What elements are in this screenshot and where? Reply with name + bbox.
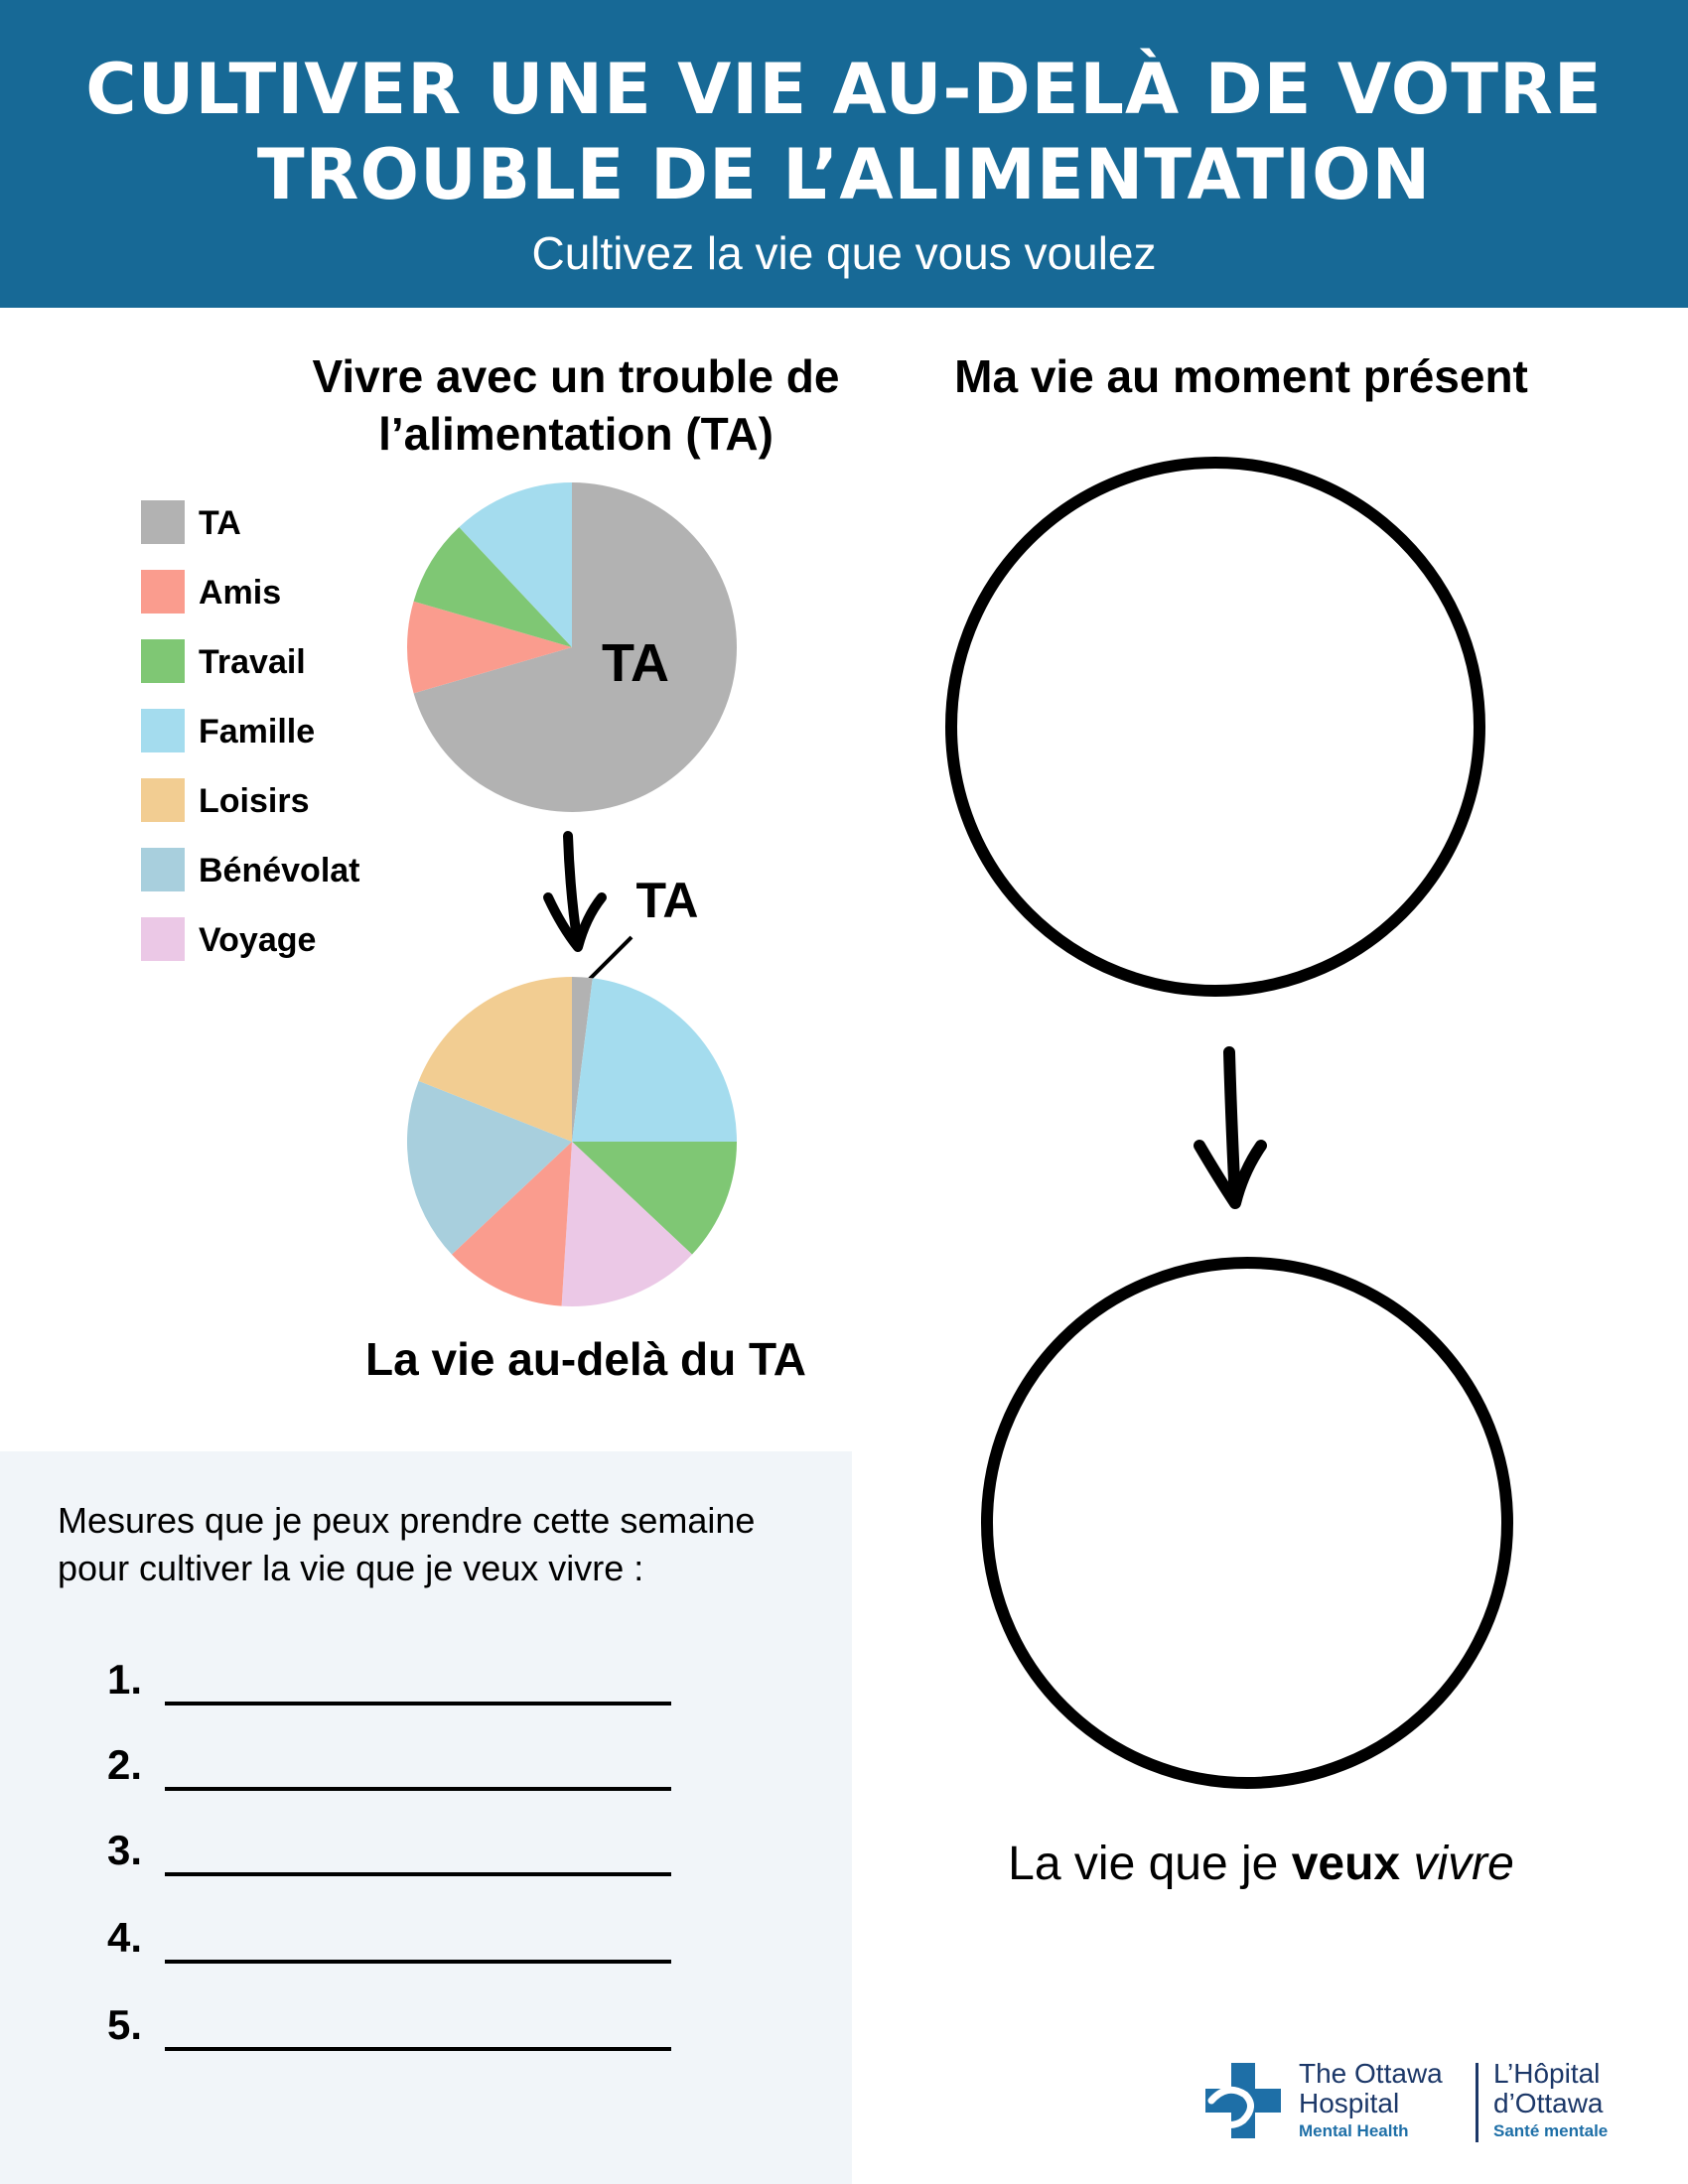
measure-answer-line[interactable] [165, 1787, 671, 1791]
legend-label: TA [199, 504, 241, 542]
left-heading-line-1: Vivre avec un trouble de [312, 350, 840, 402]
right-heading: Ma vie au moment présent [954, 350, 1528, 402]
pie-bottom-slice-label: TA [635, 873, 699, 928]
legend-label: Bénévolat [199, 852, 360, 889]
legend-label: Loisirs [199, 782, 310, 820]
left-heading-line-2: l’alimentation (TA) [378, 408, 774, 460]
wanted-life-caption [953, 1837, 1569, 1891]
wanted-life-caption-plain: La vie que je [1008, 1838, 1292, 1890]
cross-icon [1203, 2061, 1283, 2140]
hospital-logo [1203, 2055, 1630, 2154]
measure-number: 1. [107, 1656, 143, 1703]
logo-fr-sub: Santé mentale [1493, 2121, 1609, 2140]
beyond-caption: La vie au-delà du TA [365, 1333, 806, 1385]
measure-number: 5. [107, 2001, 143, 2048]
wanted-life-caption-italic: vivre [1413, 1838, 1514, 1890]
arrow-down-icon [548, 836, 602, 947]
logo-fr-line-2: d’Ottawa [1493, 2088, 1604, 2118]
measure-answer-line[interactable] [165, 1960, 671, 1964]
measure-item-1 [107, 1656, 683, 1715]
measure-item-2 [107, 1741, 683, 1801]
wanted-life-caption-bold: veux [1291, 1838, 1401, 1890]
logo-divider [1476, 2063, 1478, 2142]
legend-label: Amis [199, 574, 282, 612]
pie-charts [0, 0, 894, 1430]
measures-intro: Mesures que je peux prendre cette semaine pour cultiver la vie que je veux vivre : [58, 1500, 756, 1588]
logo-en-line-2: Hospital [1299, 2088, 1400, 2118]
page-title-line-2: TROUBLE DE L’ALIMENTATION [256, 134, 1432, 215]
measure-answer-line[interactable] [165, 1702, 671, 1706]
logo-en-sub: Mental Health [1299, 2121, 1409, 2140]
legend-label: Travail [199, 643, 306, 681]
pie-top-slice-label: TA [602, 633, 669, 693]
wanted-life-circle[interactable] [981, 1257, 1513, 1789]
measure-number: 4. [107, 1914, 143, 1961]
logo-fr-line-1: L’Hôpital [1493, 2058, 1601, 2089]
measure-item-4 [107, 1914, 683, 1974]
arrow-down-icon [1182, 1042, 1281, 1221]
pie-chart-life-beyond-ed [407, 977, 737, 1306]
measure-answer-line[interactable] [165, 1872, 671, 1876]
measure-item-5 [107, 2001, 683, 2061]
logo-french [1493, 2059, 1608, 2144]
measure-number: 3. [107, 1827, 143, 1873]
measure-answer-line[interactable] [165, 2047, 671, 2051]
page-subtitle: Cultivez la vie que vous voulez [531, 227, 1157, 279]
logo-en-line-1: The Ottawa [1299, 2058, 1443, 2089]
logo-english [1299, 2059, 1443, 2144]
measure-item-3 [107, 1827, 683, 1886]
measure-number: 2. [107, 1741, 143, 1788]
legend-label: Voyage [199, 921, 317, 959]
pie-bottom-label-leader [588, 937, 632, 981]
legend-label: Famille [199, 713, 316, 751]
pie-slice-famille [572, 978, 737, 1142]
present-life-circle[interactable] [945, 457, 1485, 997]
pie-chart-living-with-ed [407, 482, 737, 812]
page-title-line-1: CULTIVER UNE VIE AU-DELÀ DE VOTRE [85, 49, 1603, 130]
